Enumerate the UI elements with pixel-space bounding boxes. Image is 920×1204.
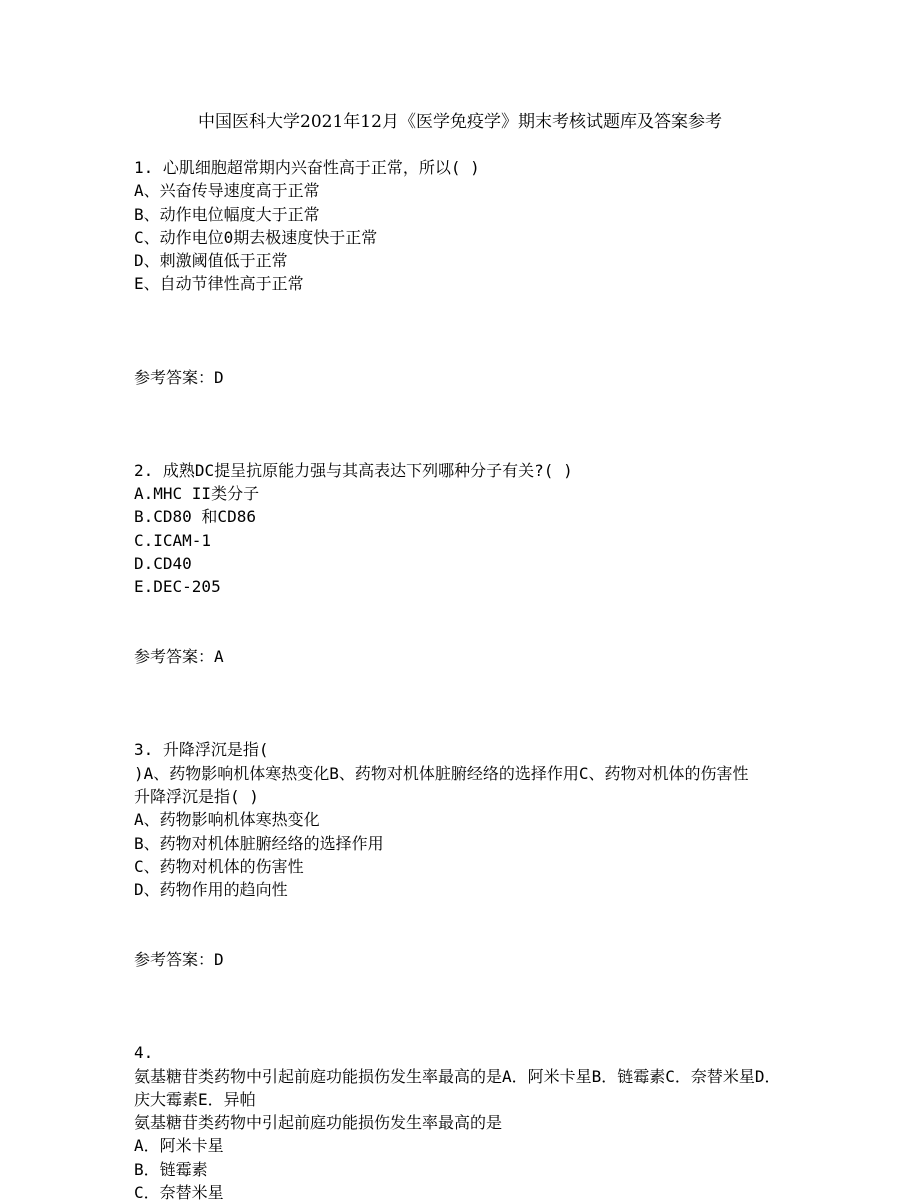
question-3-stem-repeat: 升降浮沉是指( ) xyxy=(134,787,259,807)
spacer xyxy=(134,715,794,738)
question-3-stem-continued: )A、药物影响机体寒热变化B、药物对机体脏腑经络的选择作用C、药物对机体的伤害性 xyxy=(134,763,749,783)
spacer xyxy=(134,389,794,436)
question-3-answer: 参考答案：D xyxy=(134,950,224,970)
question-2-option-c: C.ICAM-1 xyxy=(134,530,212,550)
question-1-stem: 1. 心肌细胞超常期内兴奋性高于正常，所以( ) xyxy=(134,158,480,177)
question-3-stem: 3. 升降浮沉是指( xyxy=(134,740,269,760)
question-3-option-b: B、药物对机体脏腑经络的选择作用 xyxy=(134,833,384,853)
question-1-option-b: B、动作电位幅度大于正常 xyxy=(134,204,320,224)
spacer xyxy=(134,599,794,646)
question-4-stem-continued: 氨基糖苷类药物中引起前庭功能损伤发生率最高的是A．阿米卡星B．链霉素C．奈替米星D．庆大霉素E．异帕 xyxy=(134,1066,781,1109)
question-2-stem: 2. 成熟DC提呈抗原能力强与其高表达下列哪种分子有关?( ) xyxy=(134,460,573,480)
spacer xyxy=(134,902,794,949)
question-2-answer: 参考答案：A xyxy=(134,647,224,667)
spacer xyxy=(134,669,794,716)
question-1-option-c: C、动作电位0期去极速度快于正常 xyxy=(134,227,378,247)
question-3-option-a: A、药物影响机体寒热变化 xyxy=(134,810,320,830)
question-2 xyxy=(134,459,794,669)
question-4-stem: 4. xyxy=(134,1043,154,1063)
question-2-option-b: B.CD80 和CD86 xyxy=(134,507,256,527)
question-3 xyxy=(134,738,794,971)
question-4-option-c: C．奈替米星 xyxy=(134,1183,224,1203)
question-3-option-d: D、药物作用的趋向性 xyxy=(134,880,288,900)
question-4 xyxy=(134,1041,794,1204)
question-1-option-a: A、兴奋传导速度高于正常 xyxy=(134,181,320,201)
spacer xyxy=(134,342,794,365)
question-1-option-e: E、自动节律性高于正常 xyxy=(134,274,304,294)
question-2-option-a: A.MHC II类分子 xyxy=(134,484,260,504)
spacer xyxy=(134,1018,794,1041)
question-4-option-b: B．链霉素 xyxy=(134,1159,208,1179)
question-3-option-c: C、药物对机体的伤害性 xyxy=(134,856,304,876)
question-list xyxy=(134,156,794,1204)
question-4-option-a: A．阿米卡星 xyxy=(134,1136,224,1156)
question-1-answer: 参考答案：D xyxy=(134,367,224,387)
spacer xyxy=(134,296,794,343)
question-1 xyxy=(134,156,794,389)
spacer xyxy=(134,971,794,1018)
spacer xyxy=(134,436,794,459)
question-2-option-e: E.DEC-205 xyxy=(134,577,221,597)
question-2-option-d: D.CD40 xyxy=(134,554,192,574)
question-4-stem-repeat: 氨基糖苷类药物中引起前庭功能损伤发生率最高的是 xyxy=(134,1113,503,1133)
question-1-option-d: D、刺激阈值低于正常 xyxy=(134,251,288,271)
document-title: 中国医科大学2021年12月《医学免疫学》期末考核试题库及答案参考 xyxy=(198,112,722,132)
